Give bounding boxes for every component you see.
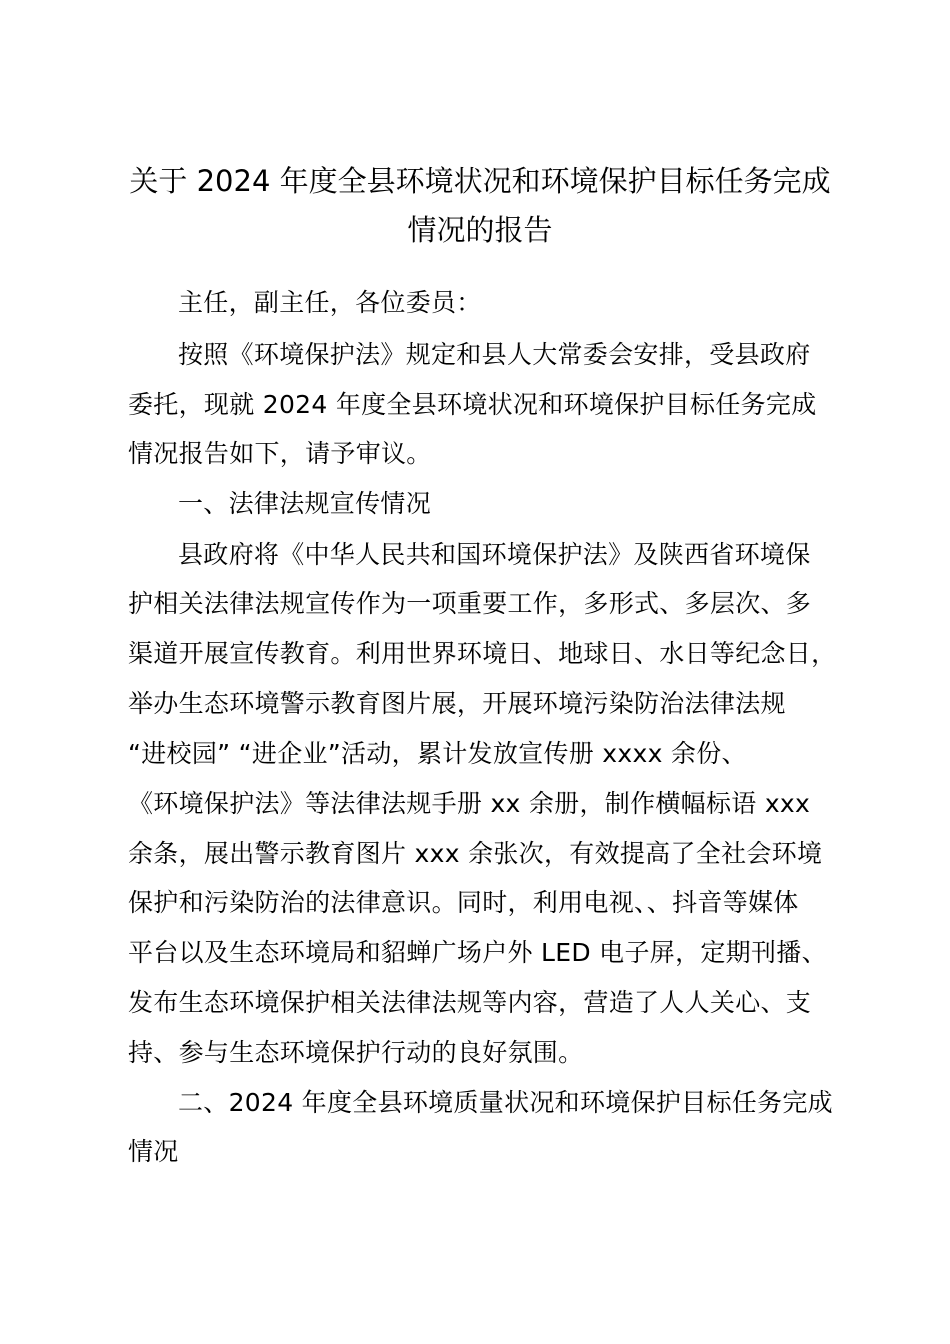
report-title-line-1: 关于 2024 年度全县环境状况和环境保护目标任务完成 [129,164,831,198]
section-1-body-line: 护相关法律法规宣传作为一项重要工作，多形式、多层次、多 [128,589,812,618]
section-1-body-line: 县政府将《中华人民共和国环境保护法》及陕西省环境保 [178,540,811,569]
section-1-body-line: 《环境保护法》等法律法规手册 xx 余册，制作横幅标语 xxx [128,789,811,818]
salutation: 主任，副主任，各位委员： [178,288,482,317]
section-1-body-line: 持、参与生态环境保护行动的良好氛围。 [128,1038,584,1067]
intro-line: 委托，现就 2024 年度全县环境状况和环境保护目标任务完成 [128,390,817,419]
section-2-heading: 情况 [128,1137,179,1166]
intro-line: 按照《环境保护法》规定和县人大常委会安排，受县政府 [178,340,811,369]
intro-line: 情况报告如下，请予审议。 [128,439,432,468]
section-1-body-line: 余条，展出警示教育图片 xxx 余张次，有效提高了全社会环境 [128,839,823,868]
section-1-body-line: 平台以及生态环境局和貂蝉广场户外 LED 电子屏，定期刊播、 [128,938,827,967]
section-1-body-line: 举办生态环境警示教育图片展，开展环境污染防治法律法规 [128,689,786,718]
section-1-body-line: 保护和污染防治的法律意识。同时，利用电视、、抖音等媒体 [128,888,799,917]
section-2-heading: 二、2024 年度全县环境质量状况和环境保护目标任务完成 [178,1088,833,1117]
report-title-line-2: 情况的报告 [407,213,553,247]
section-1-body-line: 渠道开展宣传教育。利用世界环境日、地球日、水日等纪念日， [128,639,837,668]
section-1-body-line: “进校园” “进企业”活动，累计发放宣传册 xxxx 余份、 [128,739,747,768]
section-1-body-line: 发布生态环境保护相关法律法规等内容，营造了人人关心、支 [128,988,812,1017]
section-1-heading: 一、法律法规宣传情况 [178,489,432,518]
